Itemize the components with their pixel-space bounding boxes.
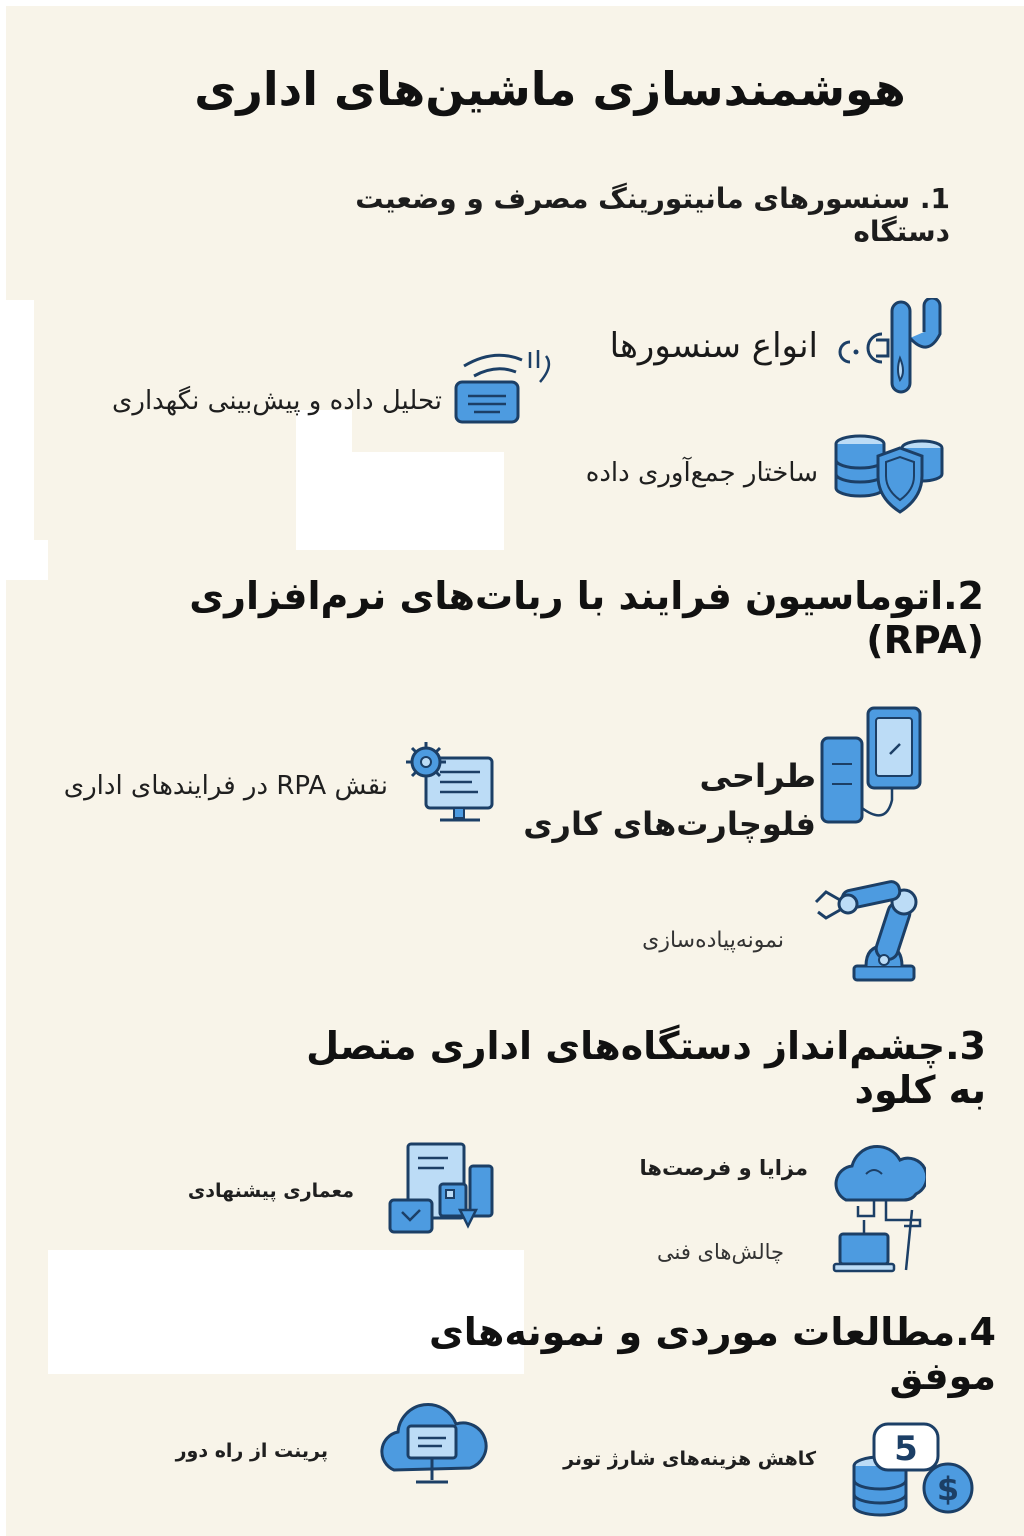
- wireless-device-icon: [452, 346, 562, 428]
- blank-patch: [296, 452, 504, 550]
- svg-text:$: $: [936, 1470, 960, 1508]
- technical-challenges-label: چالش‌های فنی: [656, 1240, 784, 1264]
- blank-patch: [0, 0, 1024, 6]
- devices-icon: [818, 704, 928, 828]
- coins-dollar-icon: [850, 1418, 980, 1518]
- cloud-laptop-icon: [826, 1138, 926, 1276]
- section-4-heading: 4.مطالعات موردی و نمونه‌های موفق: [428, 1310, 996, 1398]
- sensor-plug-icon: [834, 298, 954, 398]
- blank-patch: [296, 410, 352, 454]
- blank-patch: [0, 540, 48, 580]
- proposed-architecture-label: معماری پیشنهادی: [187, 1180, 354, 1202]
- flowchart-design-label: طراحی فلوچارت‌های کاری: [523, 757, 816, 843]
- rpa-role-label: نقش RPA در فرایندهای اداری: [63, 771, 388, 801]
- blank-patch: [0, 300, 34, 540]
- implementation-sample-label: نمونه‌پیاده‌سازی: [642, 928, 784, 953]
- sensor-types-label: انواع سنسورها: [609, 326, 818, 366]
- architecture-icon: [388, 1140, 498, 1236]
- data-collection-label: ساختار جمع‌آوری داده: [585, 458, 818, 488]
- data-analysis-label: تحلیل داده و پیش‌بینی نگهداری: [112, 386, 442, 416]
- page-title: هوشمندسازی ماشین‌های اداری: [194, 62, 906, 116]
- section-2-heading: 2.اتوماسیون فرایند با ربات‌های نرم‌افزاری (RPA): [189, 574, 984, 662]
- svg-text:5: 5: [894, 1429, 918, 1469]
- benefits-label: مزایا و فرصت‌ها: [639, 1156, 808, 1180]
- toner-cost-reduction-label: کاهش هزینه‌های شارژ تونر: [563, 1448, 816, 1470]
- blank-patch: [0, 0, 6, 1536]
- cloud-computer-icon: [372, 1400, 492, 1492]
- robot-arm-icon: [808, 874, 932, 986]
- database-shield-icon: [830, 432, 950, 518]
- section-1-heading: 1. سنسورهای مانیتورینگ مصرف و وضعیت دستگاه: [355, 182, 950, 248]
- section-3-heading: 3.چشم‌انداز دستگاه‌های اداری متصل به کلود: [306, 1024, 986, 1112]
- remote-print-label: پرینت از راه دور: [175, 1440, 328, 1462]
- gear-monitor-icon: [400, 736, 500, 826]
